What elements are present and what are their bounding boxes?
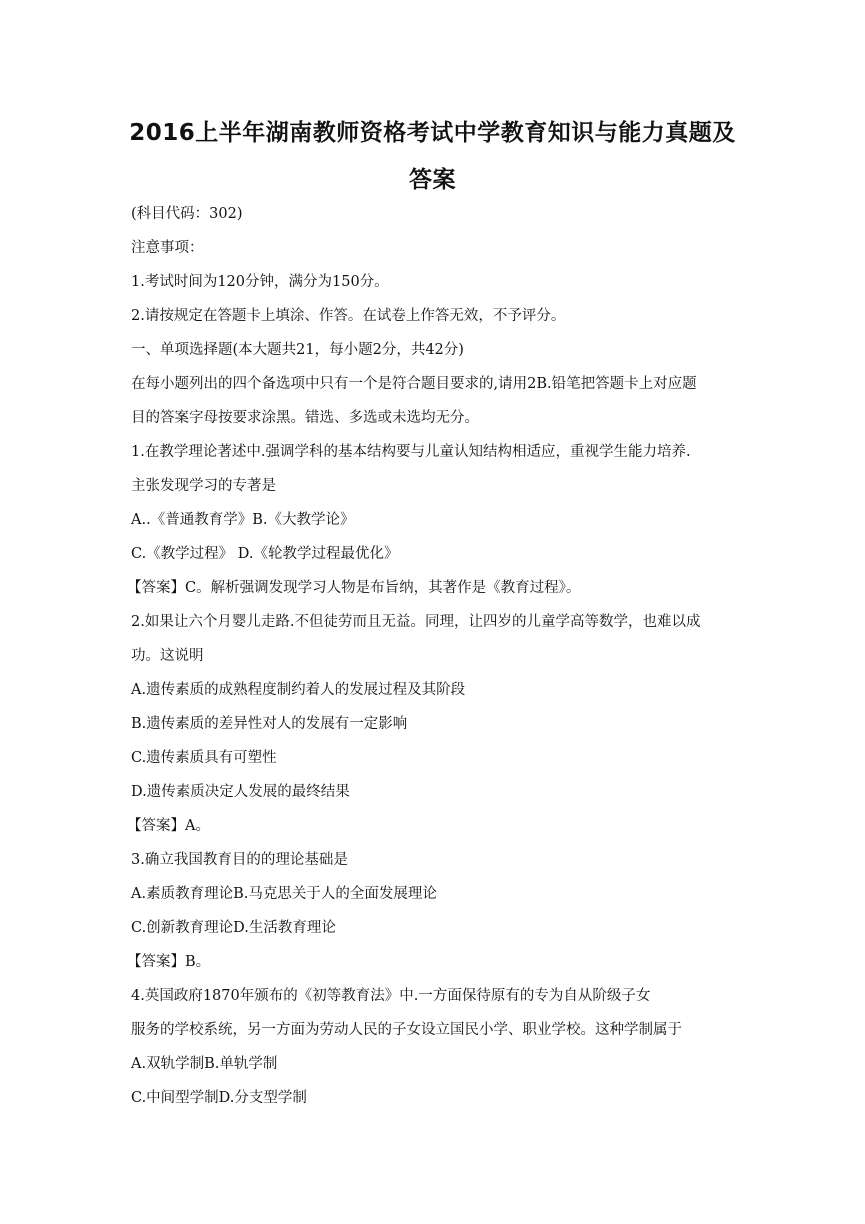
question-4-options-ab: A.双轨学制B.单轨学制 bbox=[131, 1056, 278, 1072]
section-instruction-line-2: 目的答案字母按要求涂黑。错选、多选或未选均无分。 bbox=[131, 410, 479, 426]
question-4-stem-line-2: 服务的学校系统，另一方面为劳动人民的子女设立国民小学、职业学校。这种学制属于 bbox=[131, 1022, 682, 1038]
question-2-option-a: A.遗传素质的成熟程度制约着人的发展过程及其阶段 bbox=[131, 682, 466, 698]
section-instruction-line-1: 在每小题列出的四个备选项中只有一个是符合题目要求的,请用2B.铅笔把答题卡上对应题 bbox=[131, 376, 697, 392]
question-3-options-ab: A.素质教育理论B.马克思关于人的全面发展理论 bbox=[131, 886, 437, 902]
question-2-option-c: C.遗传素质具有可塑性 bbox=[131, 750, 277, 766]
document-title-line-2: 答案 bbox=[409, 167, 456, 193]
notice-heading: 注意事项： bbox=[131, 240, 204, 256]
question-1-stem-line-1: 1.在教学理论著述中.强调学科的基本结构要与儿童认知结构相适应，重视学生能力培养. bbox=[131, 444, 691, 460]
question-1-options-ab: A..《普通教育学》B.《大教学论》 bbox=[131, 512, 355, 528]
question-3-answer: 【答案】B。 bbox=[127, 954, 211, 970]
question-2-answer: 【答案】A。 bbox=[127, 818, 210, 834]
document-title-line-1: 2016上半年湖南教师资格考试中学教育知识与能力真题及 bbox=[129, 120, 736, 146]
question-2-stem-line-2: 功。这说明 bbox=[131, 648, 204, 664]
question-2-option-d: D.遗传素质决定人发展的最终结果 bbox=[131, 784, 350, 800]
notice-item-1: 1.考试时间为120分钟，满分为150分。 bbox=[131, 274, 389, 290]
question-3-options-cd: C.创新教育理论D.生活教育理论 bbox=[131, 920, 336, 936]
question-3-stem: 3.确立我国教育目的的理论基础是 bbox=[131, 852, 348, 868]
question-1-options-cd: C.《教学过程》 D.《轮教学过程最优化》 bbox=[131, 546, 399, 562]
question-2-stem-line-1: 2.如果让六个月婴儿走路.不但徒劳而且无益。同理，让四岁的儿童学高等数学，也难以成 bbox=[131, 614, 701, 630]
question-1-answer: 【答案】C。解析强调发现学习人物是布旨纳，其著作是《教育过程》。 bbox=[127, 580, 581, 596]
subject-code: (科目代码：302) bbox=[131, 206, 243, 222]
question-1-stem-line-2: 主张发现学习的专著是 bbox=[131, 478, 276, 494]
question-4-stem-line-1: 4.英国政府1870年颁布的《初等教育法》中.一方面保待原有的专为自从阶级子女 bbox=[131, 988, 651, 1004]
question-2-option-b: B.遗传素质的差异性对人的发展有一定影响 bbox=[131, 716, 408, 732]
notice-item-2: 2.请按规定在答题卡上填涂、作答。在试卷上作答无效，不予评分。 bbox=[131, 308, 566, 324]
question-4-options-cd: C.中间型学制D.分支型学制 bbox=[131, 1090, 307, 1106]
section-heading: 一、单项选择题(本大题共21，每小题2分，共42分) bbox=[131, 342, 464, 358]
